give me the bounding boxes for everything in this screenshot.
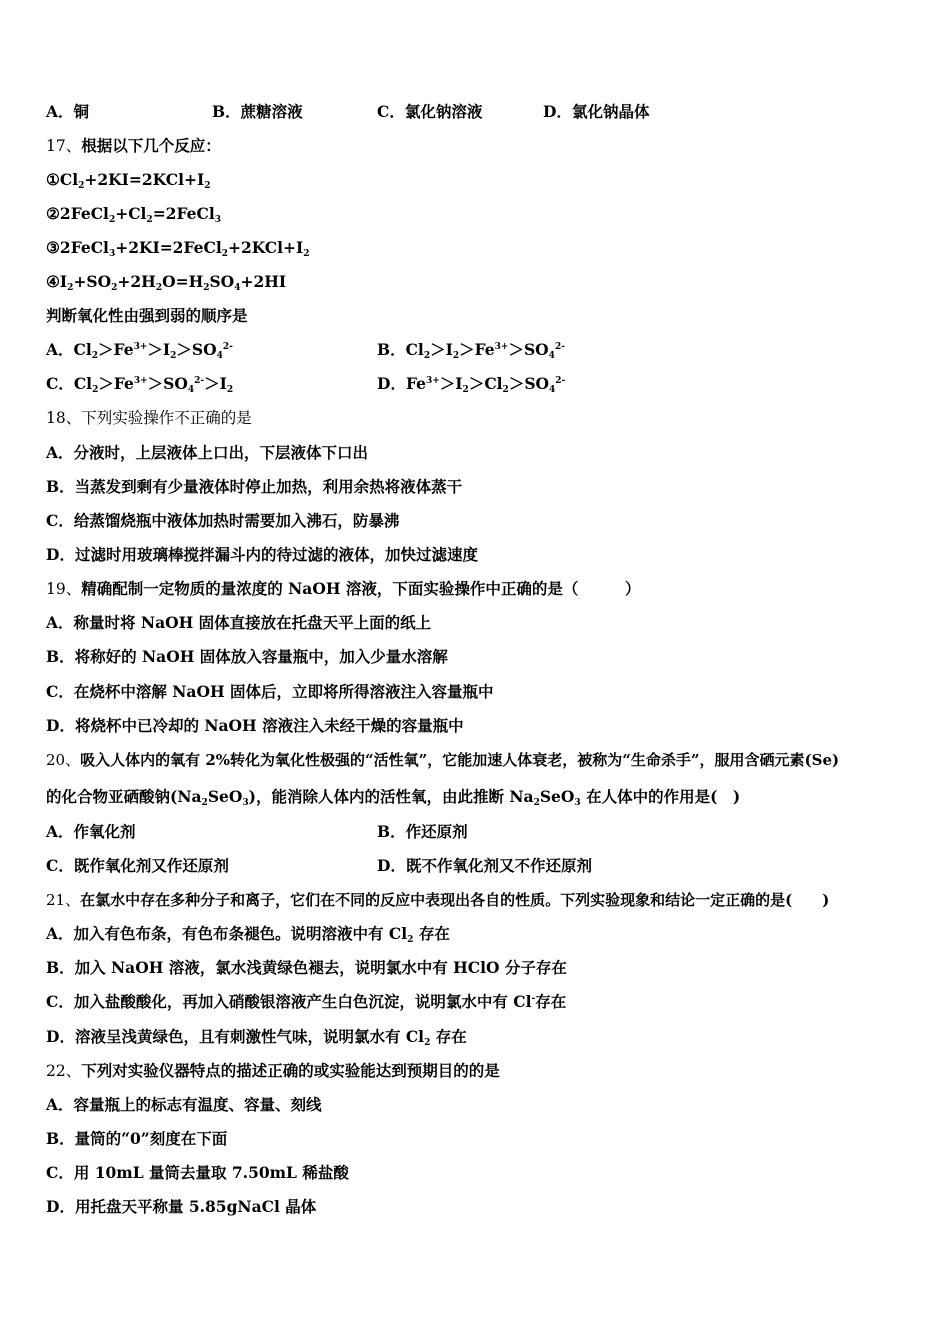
q20-option-b: B．作还原剂 (377, 822, 468, 841)
q22-option-d: D．用托盘天平称量 5.85gNaCl 晶体 (46, 1197, 317, 1216)
q22-option-a: A．容量瓶上的标志有温度、容量、刻线 (46, 1095, 322, 1114)
q22-option-c: C．用 10mL 量筒去量取 7.50mL 稀盐酸 (46, 1163, 349, 1182)
q17-option-c: C．$Cl_2>Fe^{3+}>SO_4^{2-}>I_2$ (46, 374, 234, 395)
q17-option-a: A．$Cl_2>Fe^{3+}>I_2>SO_4^{2-}$ (46, 340, 233, 361)
q19-stem: 19、精确配制一定物质的量浓度的 NaOH 溶液，下面实验操作中正确的是（ ） (46, 579, 641, 598)
question-number: 18、 (46, 409, 82, 427)
q16-option-a: A．铜 (46, 102, 90, 121)
question-number: 22、 (46, 1062, 82, 1080)
q16-option-d: D．氯化钠晶体 (543, 102, 650, 121)
q21-option-c: C．加入盐酸酸化，再加入硝酸银溶液产生白色沉淀，说明氯水中有 Cl-存在 (46, 992, 567, 1011)
q19-option-a: A．称量时将 NaOH 固体直接放在托盘天平上面的纸上 (46, 613, 432, 632)
q19-option-d: D．将烧杯中已冷却的 NaOH 溶液注入未经干燥的容量瓶中 (46, 716, 464, 735)
q20-stem-line-2: 的化合物亚硒酸钠$(Na_2SeO_3)$，能消除人体内的活性氧，由此推断 $Na_2SeO_3$ 在人体中的作用是( ) (46, 787, 741, 808)
q21-option-b: B．加入 NaOH 溶液，氯水浅黄绿色褪去，说明氯水中有 HClO 分子存在 (46, 958, 567, 977)
q21-stem: 21、在氯水中存在多种分子和离子，它们在不同的反应中表现出各自的性质。下列实验现象和结论一定正确的是( ) (46, 891, 830, 909)
q18-option-c: C．给蒸馏烧瓶中液体加热时需要加入沸石，防暴沸 (46, 511, 400, 530)
q17-stem: 17、根据以下几个反应： (46, 136, 221, 155)
q17-reaction-1: $①Cl_2+2KI=2KCl+I_2$ (46, 170, 211, 191)
q22-option-b: B．量筒的“0”刻度在下面 (46, 1129, 228, 1148)
q17-option-d: D．$Fe^{3+}>I_2>Cl_2>SO_4^{2-}$ (377, 374, 566, 395)
q18-option-b: B．当蒸发到剩有少量液体时停止加热，利用余热将液体蒸干 (46, 477, 463, 496)
question-number: 19、 (46, 580, 82, 598)
q17-reaction-4: $④I_2+SO_2+2H_2O=H_2SO_4+2HI$ (46, 272, 287, 293)
q22-stem: 22、下列对实验仪器特点的描述正确的或实验能达到预期目的的是 (46, 1061, 500, 1080)
question-number: 21、 (46, 891, 81, 909)
q20-option-a: A．作氧化剂 (46, 822, 136, 841)
q20-option-d: D．既不作氧化剂又不作还原剂 (377, 856, 592, 875)
q16-option-b: B．蔗糖溶液 (212, 102, 303, 121)
q16-option-c: C．氯化钠溶液 (377, 102, 483, 121)
q17-reaction-2: $②2FeCl_2+Cl_2=2FeCl_3$ (46, 204, 221, 225)
q18-option-d: D．过滤时用玻璃棒搅拌漏斗内的待过滤的液体，加快过滤速度 (46, 545, 478, 564)
q21-option-d: D．溶液呈浅黄绿色，且有刺激性气味，说明氯水有 $Cl_2$ 存在 (46, 1027, 467, 1048)
q19-option-c: C．在烧杯中溶解 NaOH 固体后，立即将所得溶液注入容量瓶中 (46, 682, 494, 701)
q17-reaction-3: $③2FeCl_3+2KI=2FeCl_2+2KCl+I_2$ (46, 238, 310, 259)
q18-option-a: A．分液时，上层液体上口出，下层液体下口出 (46, 443, 369, 462)
q17-question: 判断氧化性由强到弱的顺序是 (46, 306, 248, 325)
question-number: 17、 (46, 137, 82, 155)
q19-option-b: B．将称好的 NaOH 固体放入容量瓶中，加入少量水溶解 (46, 647, 448, 666)
question-number: 20、 (46, 751, 81, 769)
q21-option-a: A．加入有色布条，有色布条褪色。说明溶液中有 $Cl_2$ 存在 (46, 924, 450, 945)
q18-stem: 18、下列实验操作不正确的是 (46, 409, 252, 427)
q17-option-b: B．$Cl_2>I_2>Fe^{3+}>SO_4^{2-}$ (377, 340, 565, 361)
q20-option-c: C．既作氧化剂又作还原剂 (46, 856, 229, 875)
q20-stem-line-1: 20、吸入人体内的氧有 2%转化为氧化性极强的“活性氧”，它能加速人体衰老，被称为“生命杀手”，服用含硒元素(Se) (46, 751, 840, 769)
